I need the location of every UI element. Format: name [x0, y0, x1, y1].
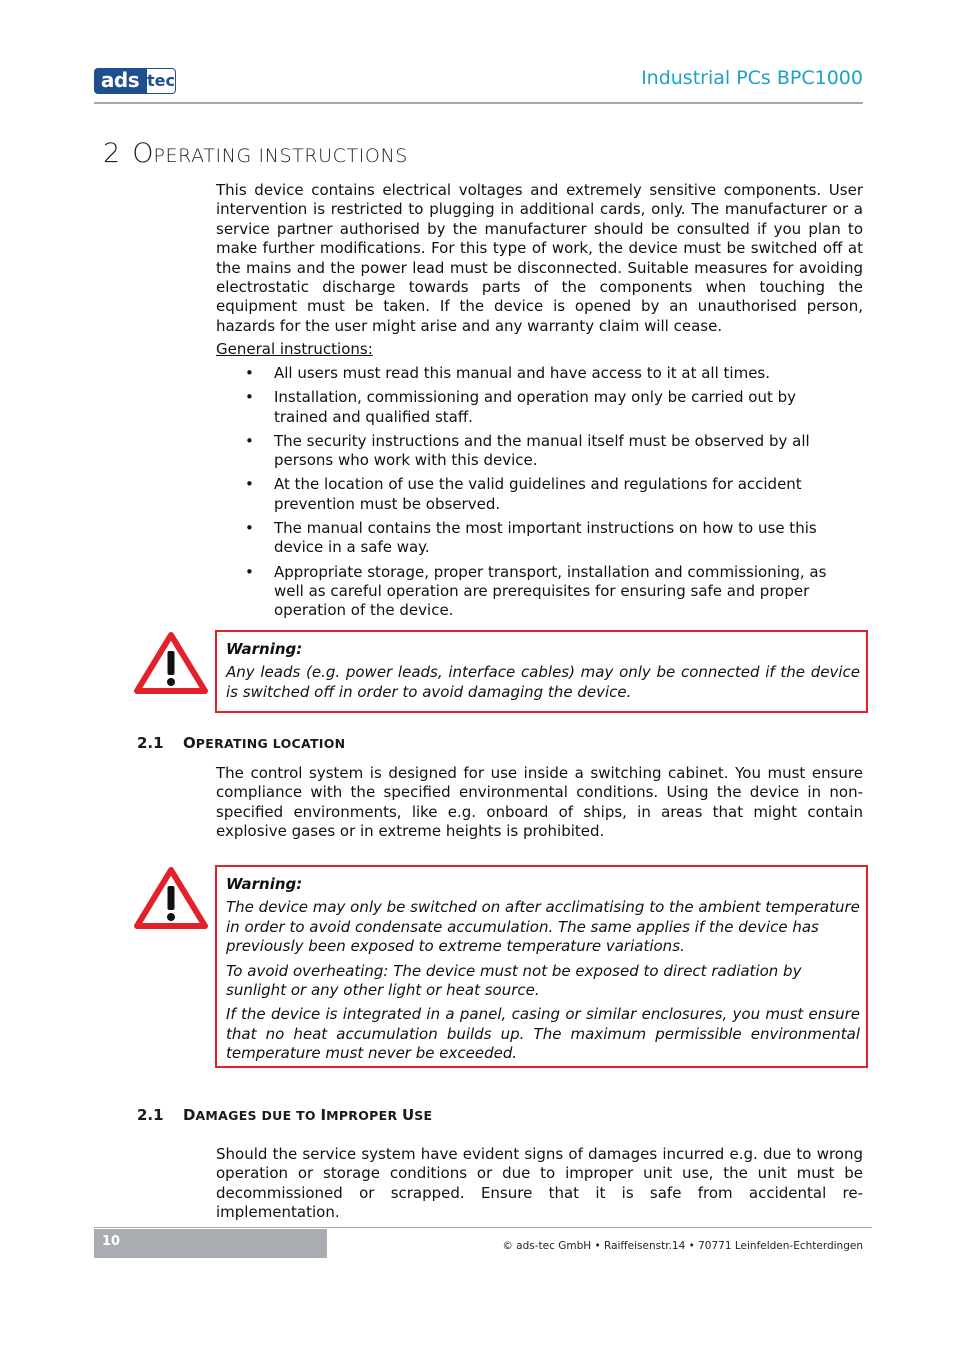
- list-item: • The security instructions and the manual itself must be observed by all persons who work with this device.: [216, 432, 863, 471]
- footer-divider: [94, 1227, 872, 1228]
- section-heading-damages: [137, 1106, 432, 1124]
- warning-box-leads: [215, 630, 868, 713]
- warning-title: Warning:: [226, 875, 303, 893]
- operating-location-text: The control system is designed for use inside a switching cabinet. You must ensure compliance with the specified environmental conditions. Using the device in non-specified environments, like e.g. onboard of ships, in areas that might contain explosive gases or in extreme heights is prohibited.: [216, 764, 863, 841]
- general-instructions-label: General instructions:: [216, 340, 373, 358]
- list-item: • At the location of use the valid guidelines and regulations for accident prevention must be observed.: [216, 475, 863, 514]
- list-item: • All users must read this manual and have access to it at all times.: [216, 364, 863, 383]
- chapter-number: 2: [103, 138, 121, 169]
- chapter-title-initial: O: [132, 138, 154, 169]
- section-title-initial: D: [183, 1106, 196, 1124]
- section-title-rest: AMAGES DUE TO: [195, 1108, 321, 1123]
- warning-title: Warning:: [226, 640, 303, 658]
- warning-text: To avoid overheating: The device must not be exposed to direct radiation by sunlight or any other light or heat source.: [226, 961, 802, 1000]
- chapter-heading: [103, 138, 408, 169]
- footer-page-bar: [94, 1229, 327, 1258]
- warning-text: The device may only be switched on after acclimatising to the ambient temperature in order to avoid condensate accumulation. The same applies if the device has previously been exposed to extreme temperature variations.: [226, 898, 860, 956]
- section-number: 2.1: [137, 1106, 164, 1124]
- footer-copyright: © ads-tec GmbH • Raiffeisenstr.14 • 70771 Leinfelden-Echterdingen: [502, 1240, 863, 1252]
- section-title-initial: O: [183, 734, 196, 752]
- warning-text: Any leads (e.g. power leads, interface cables) may only be connected if the device is switched off in order to avoid damaging the device.: [226, 663, 860, 701]
- section-title-rest: PERATING LOCATION: [195, 736, 346, 751]
- header-title: Industrial PCs BPC1000: [641, 67, 863, 89]
- warning-box-temperature: [215, 865, 868, 1068]
- intro-paragraph: [216, 181, 863, 336]
- logo-tec-text: tec: [146, 68, 176, 94]
- section-title-rest: SE: [414, 1108, 433, 1123]
- list-item: • Installation, commissioning and operation may only be carried out by trained and qualified staff.: [216, 388, 863, 427]
- general-instructions-list: [216, 364, 863, 626]
- page-number: 10: [102, 1234, 121, 1249]
- warning-triangle-icon: [134, 631, 208, 695]
- company-logo: [94, 68, 176, 94]
- header-divider: [94, 102, 863, 104]
- section-title-initial: U: [402, 1106, 415, 1124]
- logo-ads-text: ads: [94, 68, 146, 94]
- section-title-rest: MPROPER: [326, 1108, 403, 1123]
- list-item: • The manual contains the most important instructions on how to use this device in a safe way.: [216, 519, 863, 558]
- general-instructions-label-wrap: [216, 340, 863, 359]
- warning-text: If the device is integrated in a panel, casing or similar enclosures, you must ensure that no heat accumulation builds up. The maximum permissible environmental temperature must never be exceeded.: [226, 1005, 860, 1063]
- operating-location-paragraph: [216, 764, 863, 842]
- chapter-title-rest: PERATING INSTRUCTIONS: [153, 145, 408, 167]
- list-item: • Appropriate storage, proper transport, installation and commissioning, as well as careful operation are prerequisites for ensuring safe and proper operation of the device.: [216, 563, 863, 621]
- section-heading-operating-location: [137, 734, 345, 752]
- section-title-initial: I: [320, 1106, 327, 1124]
- warning-triangle-icon: [134, 866, 208, 930]
- intro-text: This device contains electrical voltages and extremely sensitive components. User intervention is restricted to plugging in additional cards, only. The manufacturer or a service partner authorised by the manufacturer should be consulted if you plan to make further modifications. For this type of work, the device must be switched off at the mains and the power lead must be disconnected. Suitable measures for avoiding electrostatic discharge towards parts of the components when touching the equipment must be taken. If the device is opened by an unauthorised person, hazards for the user might arise and any warranty claim will cease.: [216, 181, 863, 335]
- damages-paragraph: [216, 1145, 863, 1223]
- damages-text: Should the service system have evident signs of damages incurred e.g. due to wrong operation or storage conditions or due to improper unit use, the unit must be decommissioned or scrapped. Ensure that it is safe from accidental re-implementation.: [216, 1145, 863, 1222]
- section-number: 2.1: [137, 734, 164, 752]
